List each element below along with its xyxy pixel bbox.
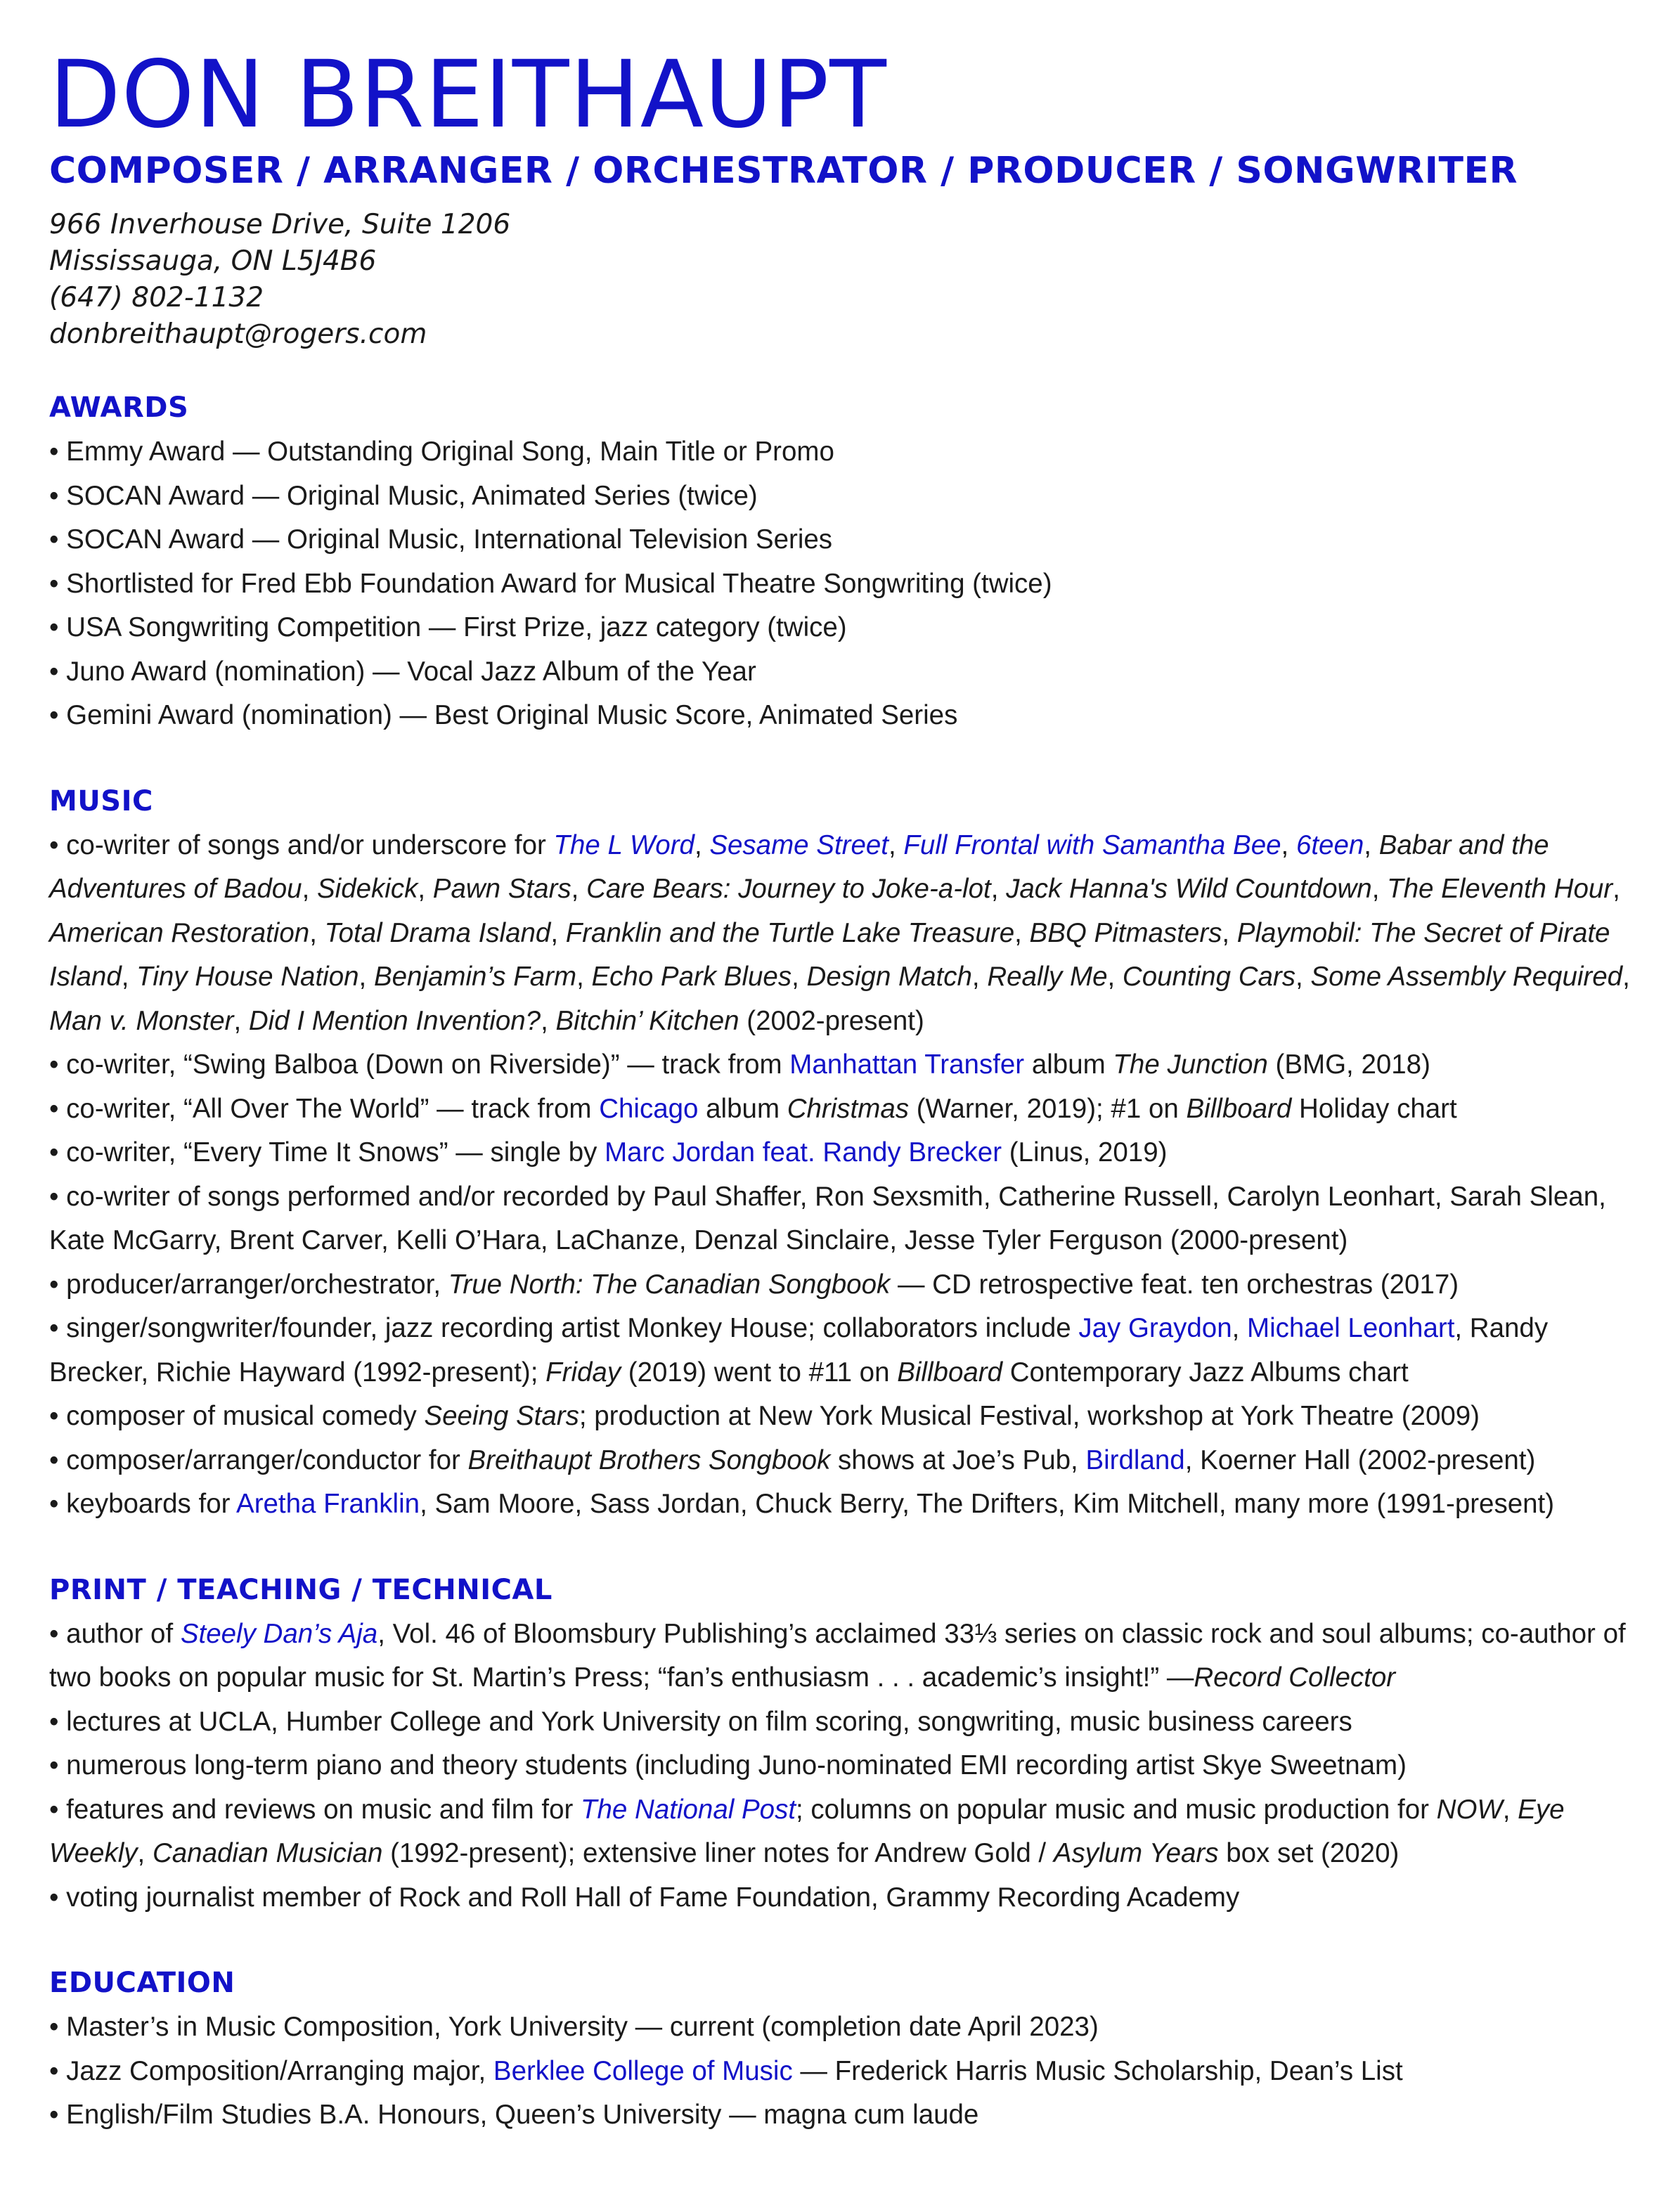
title-text: Jack Hanna's Wild Countdown (1006, 874, 1372, 904)
credit-link[interactable]: Sesame Street (709, 829, 889, 860)
music-item (49, 1087, 1645, 1132)
print-list (49, 1612, 1645, 1920)
education-item (49, 2093, 1645, 2138)
music-item (49, 1307, 1645, 1395)
music-item (49, 1131, 1645, 1175)
credit-link[interactable]: Steely Dan’s Aja (180, 1618, 378, 1649)
title-text: Did I Mention Invention? (248, 1005, 541, 1036)
email-address[interactable]: donbreithaupt@rogers.com (49, 318, 427, 350)
music-section (49, 782, 1645, 1527)
item-text: , (1613, 874, 1620, 904)
award-item: • Juno Award (nomination) — Vocal Jazz Album of the Year (49, 656, 756, 687)
item-text: , (1232, 1313, 1248, 1343)
title-text: BBQ Pitmasters (1029, 917, 1222, 948)
credit-link[interactable]: Manhattan Transfer (789, 1049, 1025, 1080)
title-text: Bitchin’ Kitchen (555, 1005, 739, 1036)
item-text: • co-writer of songs and/or underscore for (49, 829, 554, 860)
music-item (49, 1395, 1645, 1439)
title-text: Tiny House Nation (136, 962, 359, 992)
item-text: • features and reviews on music and film for (49, 1794, 581, 1825)
education-item (49, 2050, 1645, 2094)
credit-link[interactable]: Aretha Franklin (236, 1489, 420, 1519)
item-text: , (1371, 874, 1388, 904)
item-text: • keyboards for (49, 1489, 237, 1519)
resume-page (49, 42, 1645, 2138)
address-line-1: 966 Inverhouse Drive, Suite 1206 (49, 209, 511, 240)
print-item (49, 1700, 1645, 1745)
item-text: , Sam Moore, Sass Jordan, Chuck Berry, The Drifters, Kim Mitchell, many more (1991-present) (420, 1489, 1555, 1519)
item-text: • co-writer of songs performed and/or recorded by Paul Shaffer, Ron Sexsmith, Catherine Russell, Carolyn Leonhart, Sarah Slean, Kate McGarry, Brent Carver, Kelli O’Hara, LaChanze, Denzal Sinclaire, Jesse Tyler Ferguson (2000-present) (49, 1181, 1606, 1255)
print-item (49, 1612, 1645, 1700)
item-text: , (233, 1005, 249, 1036)
item-text: , (137, 1838, 153, 1868)
credit-link[interactable]: The L Word (553, 829, 694, 860)
title-text: Christmas (787, 1093, 909, 1124)
title-text: Playmobil: The Secret of Pirate Island (49, 917, 1610, 992)
title-text: Eye Weekly (49, 1794, 1565, 1868)
item-text: , Randy Brecker, Richie Hayward (1992-present); (49, 1313, 1549, 1388)
awards-heading: AWARDS (49, 392, 189, 424)
item-text: • Jazz Composition/Arranging major, (49, 2055, 493, 2086)
music-list (49, 824, 1645, 1527)
education-list (49, 2005, 1645, 2138)
item-text: ; columns on popular music and music production for (796, 1794, 1437, 1825)
music-heading: MUSIC (49, 784, 153, 817)
item-text: , (1364, 829, 1379, 860)
item-text: , (358, 962, 374, 992)
credit-link[interactable]: Jay Graydon (1078, 1313, 1232, 1343)
credit-link[interactable]: The National Post (581, 1794, 796, 1825)
music-item (49, 1482, 1645, 1527)
item-text: , (791, 962, 807, 992)
item-text: • lectures at UCLA, Humber College and York University on film scoring, songwriting, music business careers (49, 1706, 1352, 1737)
item-text: album (698, 1093, 787, 1124)
title-text: Some Assembly Required (1310, 962, 1623, 992)
item-text: • co-writer, “Swing Balboa (Down on Riverside)” — track from (49, 1049, 790, 1080)
item-text: , (1281, 829, 1296, 860)
item-text: , (1622, 962, 1630, 992)
award-item: • Emmy Award — Outstanding Original Song, Main Title or Promo (49, 437, 834, 467)
print-teaching-technical-heading: PRINT / TEACHING / TECHNICAL (49, 1573, 553, 1606)
title-text: American Restoration (49, 917, 310, 948)
print-teaching-technical-section (49, 1570, 1645, 1920)
award-item: • Gemini Award (nomination) — Best Original Music Score, Animated Series (49, 700, 958, 730)
title-text: NOW (1436, 1794, 1503, 1825)
item-text: , (309, 917, 325, 948)
person-name: DON BREITHAUPT (49, 41, 887, 149)
item-text: (BMG, 2018) (1267, 1049, 1430, 1080)
item-text: • author of (49, 1618, 181, 1649)
title-text: Asylum Years (1053, 1838, 1219, 1868)
title-text: Counting Cars (1122, 962, 1295, 992)
print-item (49, 1744, 1645, 1788)
item-text: , (576, 962, 592, 992)
item-text: , (1295, 962, 1311, 992)
title-text: Franklin and the Turtle Lake Treasure (565, 917, 1015, 948)
title-text: Canadian Musician (152, 1838, 383, 1868)
title-text: Sidekick (317, 874, 418, 904)
item-text: • Master’s in Music Composition, York University — current (completion date April 2023) (49, 2012, 1099, 2042)
item-text: , (418, 874, 433, 904)
title-text: Design Match (806, 962, 972, 992)
music-item (49, 824, 1645, 1044)
item-text: (1992-present); extensive liner notes for Andrew Gold / (382, 1838, 1054, 1868)
item-text: , Vol. 46 of Bloomsbury Publishing’s acclaimed 33⅓ series on classic rock and soul albums; co-author of two books on popular music for St. Martin’s Press; “fan’s enthusiasm . . . academic’s insight!” — (49, 1618, 1626, 1693)
item-text: Contemporary Jazz Albums chart (1002, 1357, 1409, 1388)
item-text: • composer/arranger/conductor for (49, 1444, 468, 1475)
title-text: Babar and the Adventures of Badou (49, 829, 1549, 904)
title-text: Care Bears: Journey to Joke-a-lot (586, 874, 991, 904)
item-text: , (302, 874, 317, 904)
credit-link[interactable]: Birdland (1085, 1444, 1185, 1475)
education-heading: EDUCATION (49, 1967, 235, 1999)
credit-link[interactable]: Full Frontal with Samantha Bee (903, 829, 1281, 860)
item-text: (2019) went to #11 on (621, 1357, 898, 1388)
title-text: Benjamin’s Farm (373, 962, 577, 992)
item-text: • English/Film Studies B.A. Honours, Queen’s University — magna cum laude (49, 2100, 979, 2130)
awards-list (49, 430, 1645, 738)
title-text: Breithaupt Brothers Songbook (467, 1444, 831, 1475)
award-item: • Shortlisted for Fred Ebb Foundation Award for Musical Theatre Songwriting (twice) (49, 568, 1052, 599)
item-text: (Linus, 2019) (1002, 1137, 1168, 1168)
item-text: , (1502, 1794, 1518, 1825)
credit-link[interactable]: Marc Jordan feat. Randy Brecker (605, 1137, 1002, 1168)
item-text: • numerous long-term piano and theory students (including Juno-nominated EMI recording artist Skye Sweetnam) (49, 1750, 1407, 1780)
item-text: — Frederick Harris Music Scholarship, Dean’s List (792, 2055, 1403, 2086)
item-text: , (121, 962, 137, 992)
item-text: box set (2020) (1218, 1838, 1400, 1868)
music-item (49, 1439, 1645, 1483)
print-item (49, 1876, 1645, 1920)
item-text: , (1014, 917, 1030, 948)
item-text: , Koerner Hall (2002-present) (1184, 1444, 1536, 1475)
title-text: True North: The Canadian Songbook (448, 1269, 891, 1300)
item-text: • voting journalist member of Rock and Roll Hall of Fame Foundation, Grammy Recording Academy (49, 1882, 1240, 1913)
print-item (49, 1788, 1645, 1876)
education-item (49, 2005, 1645, 2050)
item-text: , (541, 1005, 556, 1036)
item-text: , (1222, 917, 1237, 948)
credit-link[interactable]: Michael Leonhart (1247, 1313, 1455, 1343)
item-text: • singer/songwriter/founder, jazz recording artist Monkey House; collaborators include (49, 1313, 1079, 1343)
item-text: • composer of musical comedy (49, 1401, 425, 1431)
award-item: • SOCAN Award — Original Music, Animated Series (twice) (49, 480, 758, 511)
music-item (49, 1043, 1645, 1087)
credit-link[interactable]: Berklee College of Music (493, 2055, 793, 2086)
item-text: • co-writer, “All Over The World” — track from (49, 1093, 600, 1124)
item-text: , (571, 874, 587, 904)
title-text: Total Drama Island (324, 917, 551, 948)
title-text: Really Me (987, 962, 1108, 992)
title-text: The Eleventh Hour (1387, 874, 1613, 904)
item-text: (2002-present) (739, 1005, 924, 1036)
item-text: (Warner, 2019); #1 on (909, 1093, 1187, 1124)
address-line-2: Mississauga, ON L5J4B6 (49, 245, 377, 277)
credit-link[interactable]: Chicago (599, 1093, 699, 1124)
item-text: ; production at New York Musical Festival, workshop at York Theatre (2009) (579, 1401, 1480, 1431)
item-text: — CD retrospective feat. ten orchestras (2017) (890, 1269, 1459, 1300)
education-section (49, 1963, 1645, 2138)
award-item: • SOCAN Award — Original Music, International Television Series (49, 524, 833, 555)
award-item: • USA Songwriting Competition — First Prize, jazz category (twice) (49, 612, 847, 642)
title-text: Friday (545, 1357, 621, 1388)
item-text: , (694, 829, 710, 860)
item-text: album (1024, 1049, 1113, 1080)
title-text: Echo Park Blues (591, 962, 792, 992)
contact-block (49, 207, 1645, 353)
title-text: Billboard (897, 1357, 1003, 1388)
item-text: , (971, 962, 988, 992)
item-text: • co-writer, “Every Time It Snows” — single by (49, 1137, 605, 1168)
item-text: , (990, 874, 1007, 904)
item-text: shows at Joe’s Pub, (830, 1444, 1086, 1475)
music-item (49, 1175, 1645, 1263)
music-item (49, 1263, 1645, 1307)
credit-link[interactable]: 6teen (1295, 829, 1364, 860)
phone-number: (647) 802-1132 (49, 282, 264, 313)
title-text: Man v. Monster (49, 1005, 234, 1036)
item-text: , (889, 829, 904, 860)
awards-section (49, 388, 1645, 738)
professional-title: COMPOSER / ARRANGER / ORCHESTRATOR / PRODUCER / SONGWRITER (49, 150, 1518, 192)
title-text: The Junction (1113, 1049, 1268, 1080)
title-text: Pawn Stars (432, 874, 571, 904)
title-text: Seeing Stars (424, 1401, 579, 1431)
item-text: , (550, 917, 566, 948)
title-text: Billboard (1186, 1093, 1292, 1124)
item-text: Holiday chart (1291, 1093, 1457, 1124)
item-text: • producer/arranger/orchestrator, (49, 1269, 448, 1300)
item-text: , (1107, 962, 1123, 992)
title-text: Record Collector (1194, 1662, 1396, 1693)
